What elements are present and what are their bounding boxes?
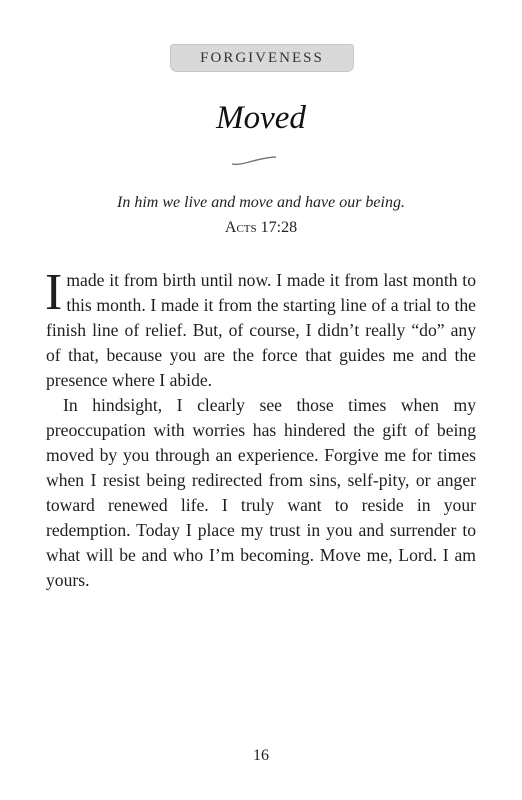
- devotion-body: [45, 264, 476, 593]
- scripture-reference: Acts 17:28: [224, 219, 298, 236]
- drop-cap: I: [45, 264, 63, 321]
- devotion-title: Moved: [216, 100, 306, 136]
- ornament-swash-icon: [230, 154, 278, 168]
- scripture-verse: In him we live and move and have our being.: [117, 194, 405, 211]
- section-tab: [170, 44, 354, 72]
- section-label: FORGIVENESS: [200, 49, 324, 66]
- body-paragraph: In hindsight, I clearly see those times when my preoccupation with worries has hindered the gift of being moved by you through an experience. Forgive me for times when I resist being redirected from sins, self-pity, or anger toward renewed life. I truly want to reside in your redemption. Today I place my trust in you and surrender to what will be and who I’m becoming. Move me, Lord. I am yours.: [46, 395, 476, 590]
- paragraph-text: made it from birth until now. I made it from last month to this month. I made it from the starting line of a trial to the finish line of relief. But, of course, I didn’t really “do” any of that, because you are the force that guides me and the presence where I abide.: [46, 270, 476, 390]
- body-paragraph: [45, 264, 476, 393]
- page-number: 16: [253, 747, 269, 764]
